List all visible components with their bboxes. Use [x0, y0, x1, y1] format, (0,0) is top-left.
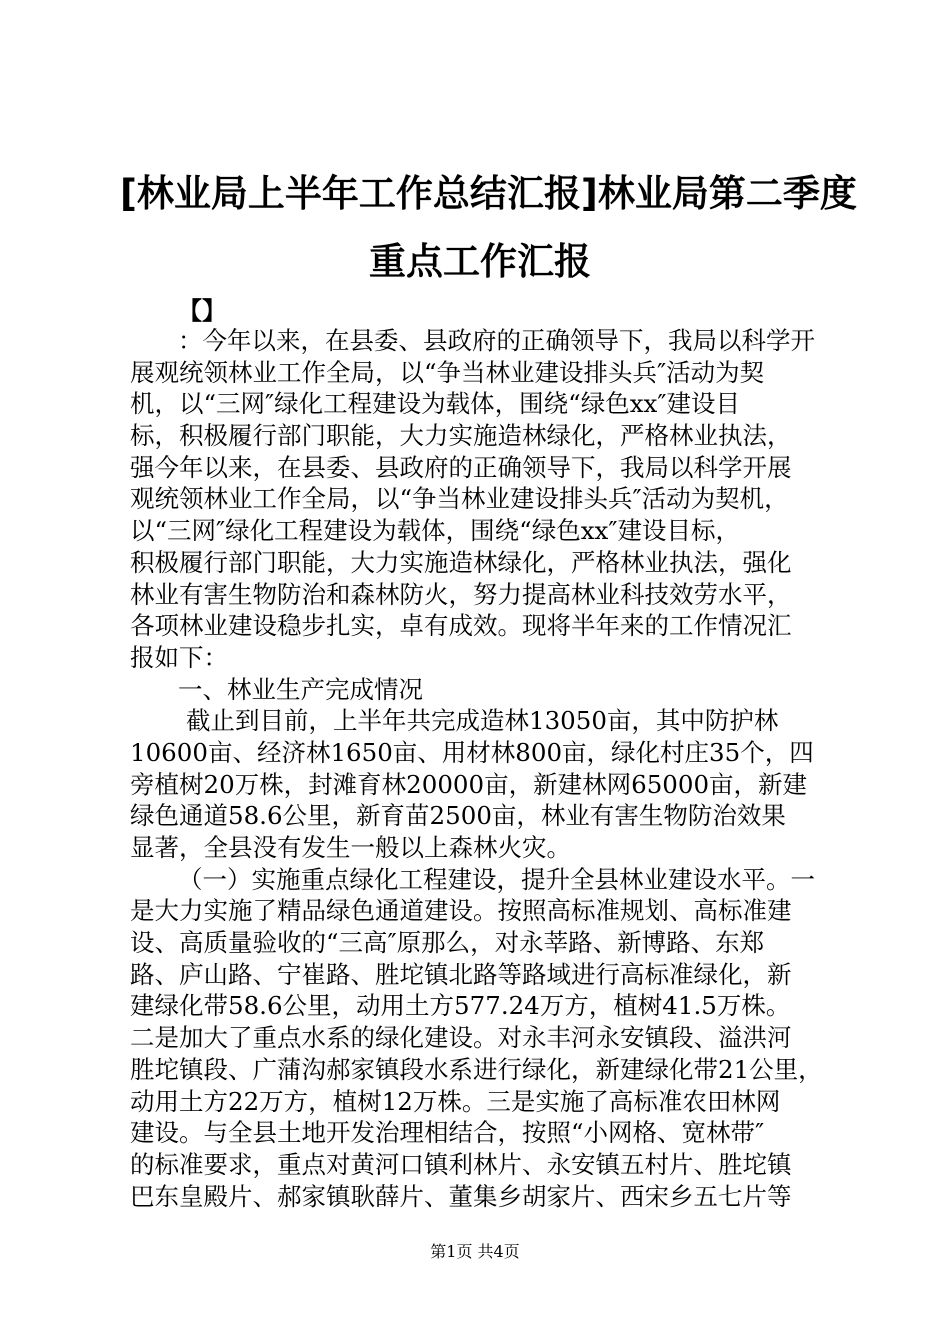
- body-line: 截止到目前，上半年共完成造林13050亩，其中防护林: [186, 706, 779, 736]
- body-line: ：今年以来，在县委、县政府的正确领导下，我局以科学开: [178, 326, 815, 355]
- body-line: 的标准要求，重点对黄河口镇利林片、永安镇五村片、胜坨镇: [130, 1149, 792, 1179]
- section-heading: 一、林业生产完成情况: [178, 674, 423, 704]
- body-line: 二是加大了重点水系的绿化建设。对永丰河永安镇段、溢洪河: [130, 1023, 792, 1053]
- body-line: 10600亩、经济林1650亩、用材林800亩，绿化村庄35个，四: [130, 737, 814, 767]
- body-line: 报如下：: [130, 642, 228, 672]
- body-line: 各项林业建设稳步扎实，卓有成效。现将半年来的工作情况汇: [130, 611, 792, 641]
- body-line: （一）实施重点绿化工程建设，提升全县林业建设水平。一: [178, 864, 815, 894]
- page-footer: 第1页 共4页: [430, 1242, 520, 1261]
- body-line: 是大力实施了精品绿色通道建设。按照高标准规划、高标准建: [130, 896, 792, 926]
- body-line: 机，以“三网″绿化工程建设为载体，围绕“绿色xx″建设目: [130, 389, 740, 419]
- empty-bracket-heading: 【】: [178, 297, 226, 325]
- body-line: 设、高质量验收的“三高″原那么，对永莘路、新博路、东郑: [130, 928, 765, 958]
- body-line: 路、庐山路、宁崔路、胜坨镇北路等路域进行高标准绿化，新: [130, 959, 792, 989]
- body-line: 建绿化带58.6公里，动用土方577.24万方，植树41.5万株。: [130, 991, 791, 1021]
- body-line: 巴东皇殿片、郝家镇耿薛片、董集乡胡家片、西宋乡五七片等: [130, 1181, 792, 1211]
- body-line: 标，积极履行部门职能，大力实施造林绿化，严格林业执法，: [130, 421, 792, 451]
- body-line: 建设。与全县土地开发治理相结合，按照“小网格、宽林带″: [130, 1118, 765, 1148]
- body-line: 动用土方22万方，植树12万株。三是实施了高标准农田林网: [130, 1086, 781, 1116]
- body-line: 胜坨镇段、广蒲沟郝家镇段水系进行绿化，新建绿化带21公里，: [130, 1054, 823, 1084]
- body-line: 展观统领林业工作全局，以“争当林业建设排头兵″活动为契: [130, 357, 765, 387]
- body-line: 观统领林业工作全局，以“争当林业建设排头兵″活动为契机，: [130, 484, 789, 514]
- body-line: 绿色通道58.6公里，新育苗2500亩，林业有害生物防治效果: [130, 801, 786, 831]
- document-body: [130, 325, 830, 1212]
- document-title: [120, 160, 857, 296]
- body-line: 以“三网″绿化工程建设为载体，围绕“绿色xx″建设目标，: [130, 516, 740, 546]
- body-line: 强今年以来，在县委、县政府的正确领导下，我局以科学开展: [130, 452, 792, 482]
- body-line: 显著，全县没有发生一般以上森林火灾。: [130, 833, 571, 862]
- body-line: 旁植树20万株，封滩育林20000亩，新建林网65000亩，新建: [130, 769, 808, 799]
- body-line: 积极履行部门职能，大力实施造林绿化，严格林业执法，强化: [130, 547, 792, 577]
- body-line: 林业有害生物防治和森林防火，努力提高林业科技效劳水平，: [130, 579, 792, 609]
- title-line-2: 重点工作汇报: [369, 240, 591, 283]
- title-line-1: [林业局上半年工作总结汇报]林业局第二季度: [120, 172, 857, 215]
